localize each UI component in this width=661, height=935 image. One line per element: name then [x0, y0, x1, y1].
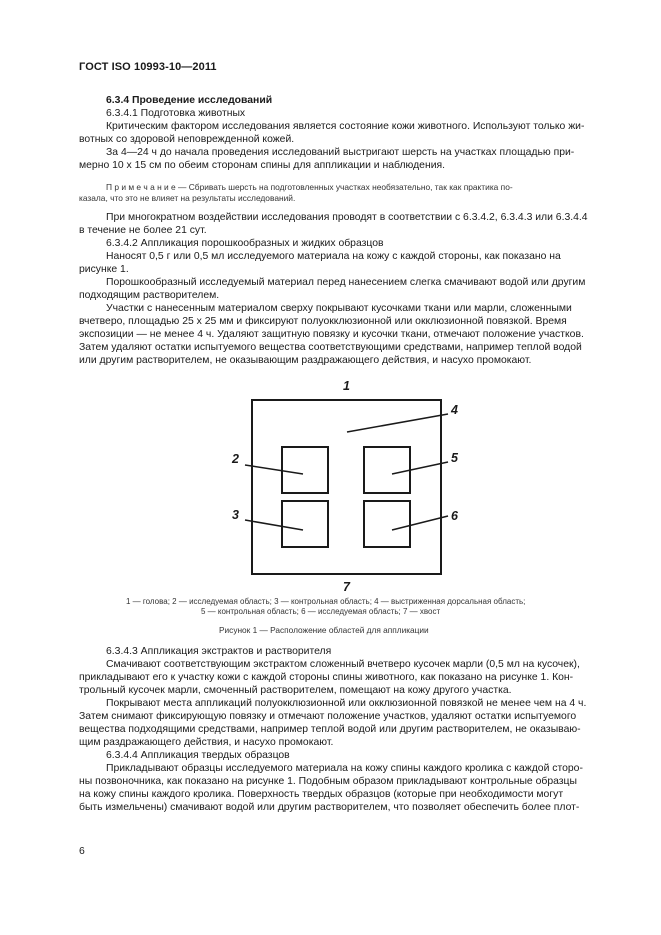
figure-label-3: 3 [232, 508, 239, 522]
paragraph-line: Прикладывают образцы исследуемого материала на кожу спины каждого кролика с каждой сторо- [106, 763, 583, 774]
figure-label-4: 4 [451, 403, 458, 417]
figure-legend-line: 5 — контрольная область; 6 — исследуемая область; 7 — хвост [201, 607, 441, 616]
paragraph-line: При многократном воздействии исследования проводят в соответствии с 6.3.4.2, 6.3.4.3 или 6.3.4.4 [106, 212, 588, 223]
paragraph-line: щим раздражающего действия, и насухо промокают. [79, 737, 334, 748]
paragraph-line: Порошкообразный исследуемый материал перед нанесением слегка смачивают водой или другим [106, 277, 586, 288]
paragraph-line: вотных со здоровой неповрежденной кожей. [79, 134, 295, 145]
paragraph-line: на кожу спины каждого кролика. Поверхность твердых образцов (которые при необходимости могут [79, 789, 564, 800]
figure-label-2: 2 [232, 452, 239, 466]
paragraph-line: вещества подходящими средствами, например теплой водой или другим растворителем, не оказываю- [79, 724, 581, 735]
paragraph-line: экспозиции — не менее 4 ч. Удаляют защитную повязку и кусочки ткани, отмечают положение участков. [79, 329, 584, 340]
note-line: казала, что это не влияет на результаты исследований. [79, 193, 296, 203]
figure-label-5: 5 [451, 451, 458, 465]
paragraph-line: ны позвоночника, как показано на рисунке 1. Подобным образом прикладывают контрольные образцы [79, 776, 577, 787]
paragraph-line: Затем снимают фиксирующую повязку и отмечают положение участков, удаляют остатки испытуемого [79, 711, 577, 722]
paragraph-line: рисунке 1. [79, 264, 129, 275]
leader-line-5 [392, 462, 448, 474]
paragraph-line: Наносят 0,5 г или 0,5 мл исследуемого материала на кожу с каждой стороны, как показано на [106, 251, 561, 262]
leader-line-4 [347, 414, 448, 432]
paragraph-line: прикладывают его к участку кожи с каждой стороны спины животного, как показано на рисунке 1. Кон- [79, 672, 574, 683]
paragraph-line: вчетверо, площадью 25 x 25 мм и фиксируют полуокклюзионной или окклюзионной повязкой. Время [79, 316, 567, 327]
paragraph-line: Критическим фактором исследования является состояние кожи животного. Используют только жи- [106, 121, 585, 132]
paragraph-line: или другим растворителем, не оказывающим раздражающего действия, и насухо промокают. [79, 355, 532, 366]
paragraph-line: мерно 10 x 15 см по обеим сторонам спины для аппликации и наблюдения. [79, 160, 446, 171]
figure-legend-line: 1 — голова; 2 — исследуемая область; 3 — контрольная область; 4 — выстриженная дорсальная область; [126, 597, 526, 606]
subsection-title-6341: 6.3.4.1 Подготовка животных [106, 108, 246, 119]
figure-label-6: 6 [451, 509, 458, 523]
paragraph-line: Смачивают соответствующим экстрактом сложенный вчетверо кусочек марли (0,5 мл на кусочек), [106, 659, 580, 670]
note-text: — Сбривать шерсть на подготовленных участках необязательно, так как практика по- [175, 182, 513, 192]
back-outline [252, 400, 441, 574]
figure-caption: Рисунок 1 — Расположение областей для аппликации [219, 625, 429, 635]
paragraph-line: Участки с нанесенным материалом сверху покрывают кусочками ткани или марли, сложенными [106, 303, 572, 314]
paragraph-line: Покрывают места аппликаций полуокклюзионной или окклюзионной повязкой не менее чем на 4 ч. [106, 698, 587, 709]
area-3-square [282, 501, 328, 547]
document-header: ГОСТ ISO 10993-10—2011 [79, 61, 217, 73]
subsection-title-6342: 6.3.4.2 Аппликация порошкообразных и жидких образцов [106, 238, 384, 249]
area-5-square [364, 447, 410, 493]
leader-line-2 [245, 465, 303, 474]
leader-line-3 [245, 520, 303, 530]
area-6-square [364, 501, 410, 547]
paragraph-line: трольный кусочек марли, смоченный растворителем, помещают на кожу другого участка. [79, 685, 512, 696]
subsection-title-6343: 6.3.4.3 Аппликация экстрактов и растворителя [106, 646, 332, 657]
area-2-square [282, 447, 328, 493]
figure-label-7: 7 [343, 580, 350, 594]
subsection-title-6344: 6.3.4.4 Аппликация твердых образцов [106, 750, 290, 761]
figure-label-1: 1 [343, 379, 350, 393]
paragraph-line: быть измельчены) смачивают водой или другим растворителем, что позволяет обеспечить более плот- [79, 802, 580, 813]
paragraph-line: За 4—24 ч до начала проведения исследований выстригают шерсть на участках площадью при- [106, 147, 575, 158]
paragraph-line: Затем удаляют остатки испытуемого вещества соответствующими средствами, например теплой водой [79, 342, 582, 353]
paragraph-line: подходящим растворителем. [79, 290, 220, 301]
note-label: П р и м е ч а н и е [106, 182, 176, 192]
leader-line-6 [392, 516, 448, 530]
page-number: 6 [79, 846, 85, 857]
section-heading: 6.3.4 Проведение исследований [106, 95, 273, 106]
paragraph-line: в течение не более 21 сут. [79, 225, 207, 236]
